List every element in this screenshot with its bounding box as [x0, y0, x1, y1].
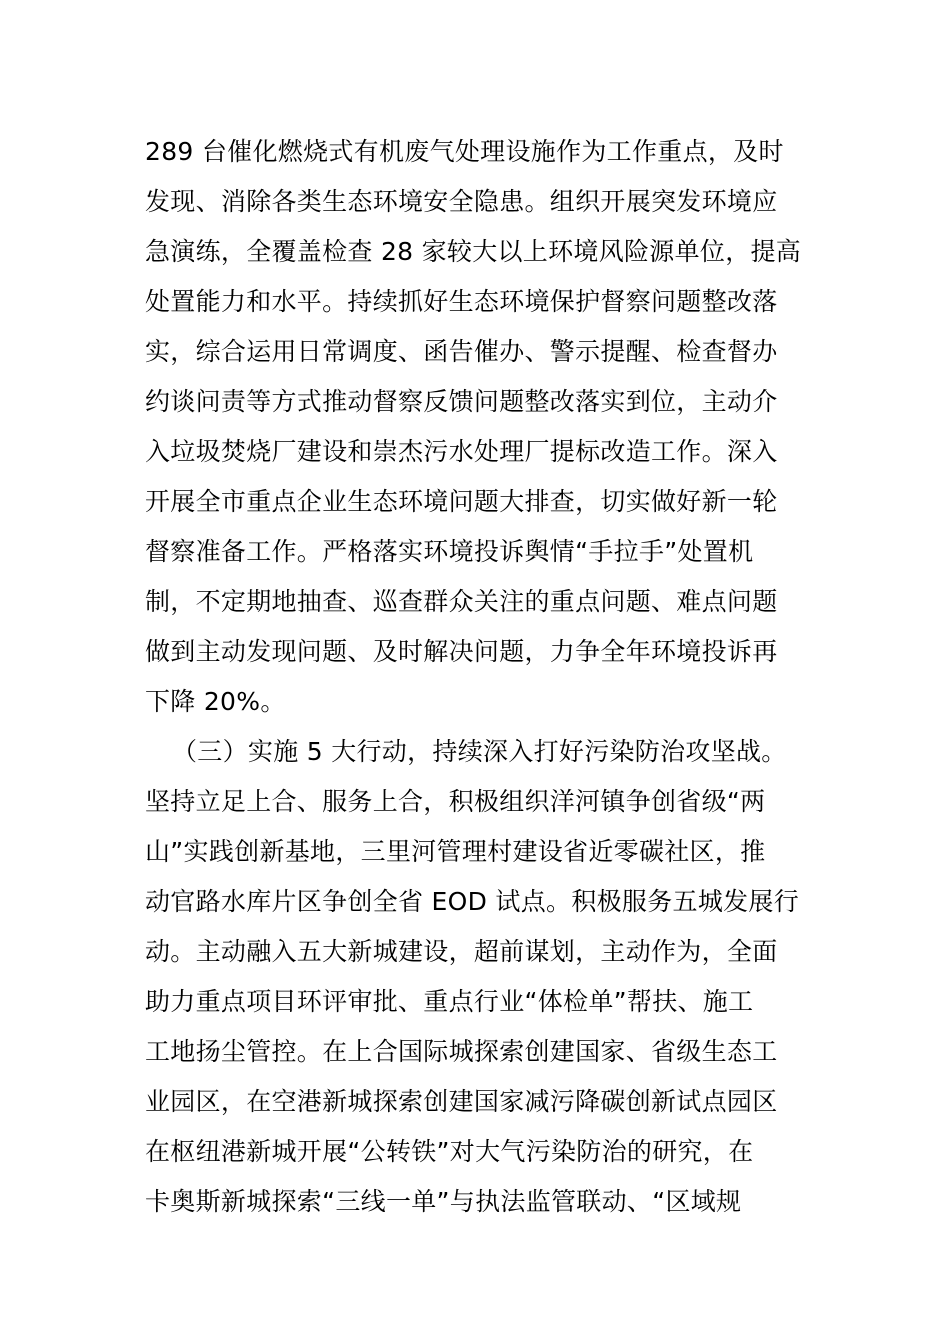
- text-line: 业园区，在空港新城探索创建国家减污降碳创新试点园区: [145, 1087, 778, 1116]
- text-line: 工地扬尘管控。在上合国际城探索创建国家、省级生态工: [145, 1037, 778, 1066]
- text-line: 下降 20%。: [145, 687, 286, 716]
- text-line: 急演练，全覆盖检查 28 家较大以上环境风险源单位，提高: [145, 237, 802, 266]
- text-line: 山”实践创新基地，三里河管理村建设省近零碳社区，推: [145, 837, 766, 866]
- body-text: [145, 127, 845, 1227]
- text-line: 入垃圾焚烧厂建设和崇杰污水处理厂提标改造工作。深入: [145, 437, 778, 466]
- text-line: 坚持立足上合、服务上合，积极组织洋河镇争创省级“两: [145, 787, 766, 816]
- text-line: 在枢纽港新城开展“公转铁”对大气污染防治的研究，在: [145, 1137, 754, 1166]
- text-line: 约谈问责等方式推动督察反馈问题整改落实到位，主动介: [145, 387, 778, 416]
- text-line: 督察准备工作。严格落实环境投诉舆情“手拉手”处置机: [145, 537, 754, 566]
- text-line: 发现、消除各类生态环境安全隐患。组织开展突发环境应: [145, 187, 778, 216]
- text-line: 289 台催化燃烧式有机废气处理设施作为工作重点，及时: [145, 137, 784, 166]
- text-line: 实，综合运用日常调度、函告催办、警示提醒、检查督办: [145, 337, 778, 366]
- text-line: 动。主动融入五大新城建设，超前谋划，主动作为，全面: [145, 937, 778, 966]
- text-line: 动官路水库片区争创全省 EOD 试点。积极服务五城发展行: [145, 887, 800, 916]
- text-line: 制，不定期地抽查、巡查群众关注的重点问题、难点问题: [145, 587, 778, 616]
- text-line: 卡奥斯新城探索“三线一单”与执法监管联动、“区域规: [145, 1187, 742, 1216]
- text-line: 助力重点项目环评审批、重点行业“体检单”帮扶、施工: [145, 987, 754, 1016]
- text-line: 做到主动发现问题、及时解决问题，力争全年环境投诉再: [145, 637, 778, 666]
- text-line: 处置能力和水平。持续抓好生态环境保护督察问题整改落: [145, 287, 778, 316]
- text-line: 开展全市重点企业生态环境问题大排查，切实做好新一轮: [145, 487, 778, 516]
- section-heading-line: （三）实施 5 大行动，持续深入打好污染防治攻坚战。: [172, 737, 787, 766]
